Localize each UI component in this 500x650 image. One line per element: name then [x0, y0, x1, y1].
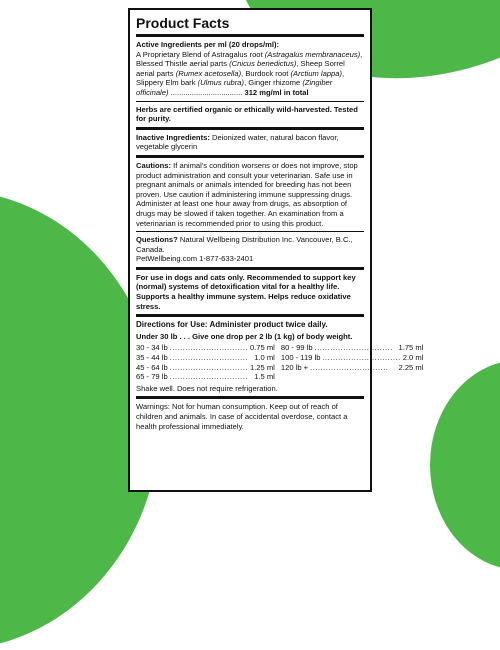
latin-name: (Rumex acetosella)	[175, 68, 242, 78]
dose-row	[136, 343, 275, 353]
dose-amount: 2.0 ml	[402, 353, 424, 363]
dose-amount: 1.5 ml	[254, 372, 275, 382]
divider	[136, 231, 364, 232]
contact-line: PetWellbeing.com 1-877-633-2401	[136, 254, 254, 264]
directions-section	[136, 320, 424, 393]
latin-name: (Cnicus benedictus)	[229, 59, 297, 69]
warnings: Warnings: Not for human consumption. Keep out of reach of children and animals. In case of accidental overdose, contact a health professional immediately.	[136, 402, 348, 431]
divider	[136, 396, 364, 399]
cautions-heading: Cautions:	[136, 160, 172, 170]
inactive-heading: Inactive Ingredients:	[136, 132, 210, 142]
active-blend-text	[136, 50, 364, 98]
active-heading: Active Ingredients per ml (20 drops/ml):	[136, 40, 280, 49]
dose-range: 120 lb +	[280, 362, 309, 372]
total-amount: 312 mg/ml in total	[244, 87, 309, 97]
cautions-text: If animal's condition worsens or does not improve, stop product administration and consult your veterinarian. Safe use in pregnant animals or animals intended for breeding has not been proven. Use caution if administering immune suppressing drugs. Administer at least one hour away from drugs, as absorption of drugs may be slowed if taken together. An examination from a veterinarian is recommended prior to using this product.	[136, 160, 358, 228]
divider	[136, 101, 364, 102]
dose-range: 45 - 64 lb	[136, 362, 168, 372]
directions-heading: Directions for Use: Administer product twice daily.	[136, 320, 328, 330]
blend-part: , Burdock root	[241, 68, 289, 78]
active-ingredients-section	[136, 40, 364, 98]
leader-dots: ..............................	[169, 362, 248, 372]
dose-amount: 0.75 ml	[249, 343, 275, 353]
latin-name: (Zingiber officinale)	[136, 78, 333, 97]
use-statement: For use in dogs and cats only. Recommended to support key (normal) systems of detoxification vital for a healthy life. Supports a healthy immune system. Helps reduce oxidative stress.	[136, 272, 356, 311]
inactive-section	[136, 133, 364, 152]
dose-range: 35 - 44 lb	[136, 353, 168, 363]
latin-name: (Astragalus membranaceus)	[264, 49, 361, 59]
dose-range: 80 - 99 lb	[280, 343, 313, 353]
leader-dots: ..............................	[169, 372, 248, 382]
divider	[136, 267, 364, 270]
divider	[136, 127, 364, 130]
company-address: Natural Wellbeing Distribution Inc. Vancouver, B.C., Canada.	[136, 235, 353, 254]
dose-range: 65 - 79 lb	[136, 372, 168, 382]
dose-table	[136, 343, 424, 382]
green-blob-right	[430, 360, 500, 570]
divider	[136, 34, 364, 37]
inactive-text: Deionized water, natural bacon flavor, vegetable glycerin	[136, 132, 339, 152]
storage-note: Shake well. Does not require refrigeration.	[136, 383, 278, 393]
blend-intro: A Proprietary Blend of Astragalus root	[136, 49, 263, 59]
latin-name: (Arctium lappa)	[290, 68, 343, 78]
leader-dots: ..............................	[314, 343, 393, 353]
questions-section	[136, 235, 364, 264]
dose-amount: 1.75 ml	[398, 343, 424, 353]
dose-row	[281, 363, 424, 373]
dose-range: 30 - 34 lb	[136, 343, 168, 353]
dose-row	[281, 353, 424, 363]
dose-range: 100 - 119 lb	[280, 353, 321, 363]
blend-part: , Blessed Thistle aerial parts	[136, 49, 363, 69]
under-30-instruction: Under 30 lb . . . Give one drop per 2 lb (1 kg) of body weight.	[136, 331, 353, 341]
questions-heading: Questions?	[136, 235, 178, 245]
dose-column-left	[136, 343, 275, 381]
leader-dots: ..............................	[310, 362, 389, 372]
dose-row	[281, 343, 424, 353]
blend-part: , Ginger rhizome	[244, 78, 301, 88]
dose-column-right	[281, 343, 424, 381]
divider	[136, 155, 364, 158]
blend-part: , Sheep Sorrel aerial parts	[136, 59, 345, 78]
blend-part: , Slippery Elm bark	[136, 68, 345, 88]
dose-amount: 1.25 ml	[249, 362, 275, 372]
divider	[136, 314, 364, 317]
cautions-section	[136, 161, 364, 228]
label-title: Product Facts	[136, 15, 230, 31]
dose-row	[136, 363, 275, 373]
dose-amount: 2.25 ml	[398, 362, 424, 372]
leader-dots: ..................................	[170, 87, 243, 97]
dose-amount: 1.0 ml	[254, 353, 275, 363]
product-facts-label	[128, 8, 424, 492]
leader-dots: ..............................	[322, 353, 401, 363]
leader-dots: ..............................	[169, 343, 248, 353]
latin-name: (Ulmus rubra)	[197, 78, 245, 88]
leader-dots: ..............................	[169, 353, 248, 363]
organic-note: Herbs are certified organic or ethically wild-harvested. Tested for purity.	[136, 104, 358, 124]
dose-row	[136, 353, 275, 363]
dose-row	[136, 372, 275, 382]
